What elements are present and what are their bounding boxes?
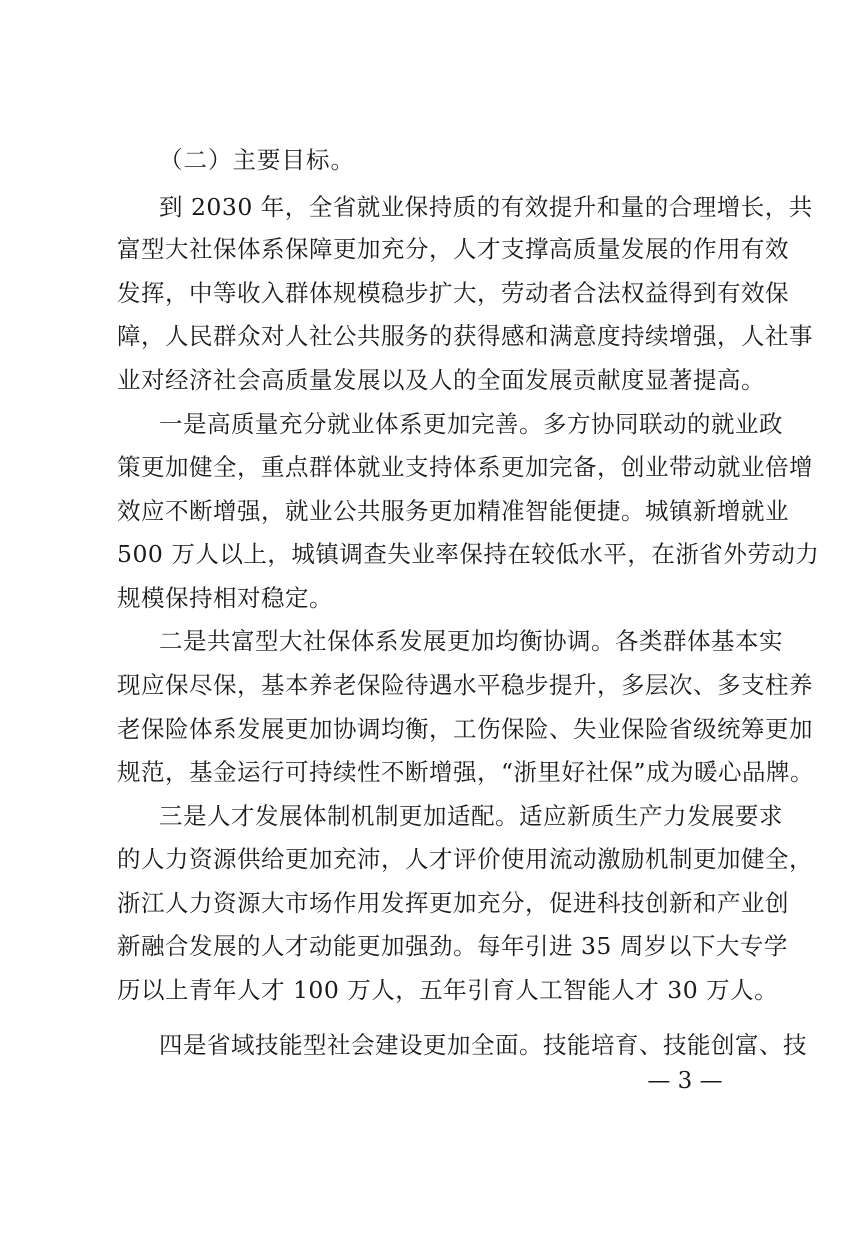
paragraph-4-line-4: 新融合发展的人才动能更加强劲。每年引进 35 周岁以下大专学: [117, 932, 788, 960]
paragraph-1-line-3: 发挥，中等收入群体规模稳步扩大，劳动者合法权益得到有效保: [117, 279, 789, 307]
paragraph-4-line-2: 的人力资源供给更加充沛，人才评价使用流动激励机制更加健全，: [117, 845, 813, 873]
paragraph-4-line-1: 三是人才发展体制机制更加适配。适应新质生产力发展要求: [159, 802, 783, 830]
paragraph-3-line-3: 老保险体系发展更加协调均衡，工伤保险、失业保险省级统筹更加: [117, 715, 813, 743]
paragraph-1-line-4: 障，人民群众对人社公共服务的获得感和满意度持续增强，人社事: [117, 322, 813, 350]
paragraph-2-line-5: 规模保持相对稳定。: [117, 584, 333, 612]
paragraph-1-line-1: 到 2030 年，全省就业保持质的有效提升和量的合理增长，共: [159, 193, 813, 221]
paragraph-2-line-2: 策更加健全，重点群体就业支持体系更加完备，创业带动就业倍增: [117, 453, 813, 481]
paragraph-4-line-3: 浙江人力资源大市场作用发挥更加充分，促进科技创新和产业创: [117, 889, 789, 917]
paragraph-3-line-1: 二是共富型大社保体系发展更加均衡协调。各类群体基本实: [159, 627, 783, 655]
paragraph-4-line-5: 历以上青年人才 100 万人，五年引育人工智能人才 30 万人。: [117, 976, 779, 1004]
paragraph-2-line-3: 效应不断增强，就业公共服务更加精准智能便捷。城镇新增就业: [117, 497, 789, 525]
paragraph-3-line-2: 现应保尽保，基本养老保险待遇水平稳步提升，多层次、多支柱养: [117, 671, 813, 699]
paragraph-1-line-5: 业对经济社会高质量发展以及人的全面发展贡献度显著提高。: [117, 366, 765, 394]
paragraph-3-line-4: 规范，基金运行可持续性不断增强，“浙里好社保”成为暖心品牌。: [117, 758, 815, 786]
paragraph-2-line-4: 500 万人以上，城镇调查失业率保持在较低水平，在浙省外劳动力: [117, 540, 820, 568]
paragraph-5-line-1: 四是省域技能型社会建设更加全面。技能培育、技能创富、技: [159, 1031, 807, 1059]
paragraph-2-line-1: 一是高质量充分就业体系更加完善。多方协同联动的就业政: [159, 410, 783, 438]
section-heading: （二）主要目标。: [159, 146, 355, 174]
paragraph-1-line-2: 富型大社保体系保障更加充分，人才支撑高质量发展的作用有效: [117, 235, 789, 263]
page-number: — 3 —: [647, 1068, 723, 1094]
